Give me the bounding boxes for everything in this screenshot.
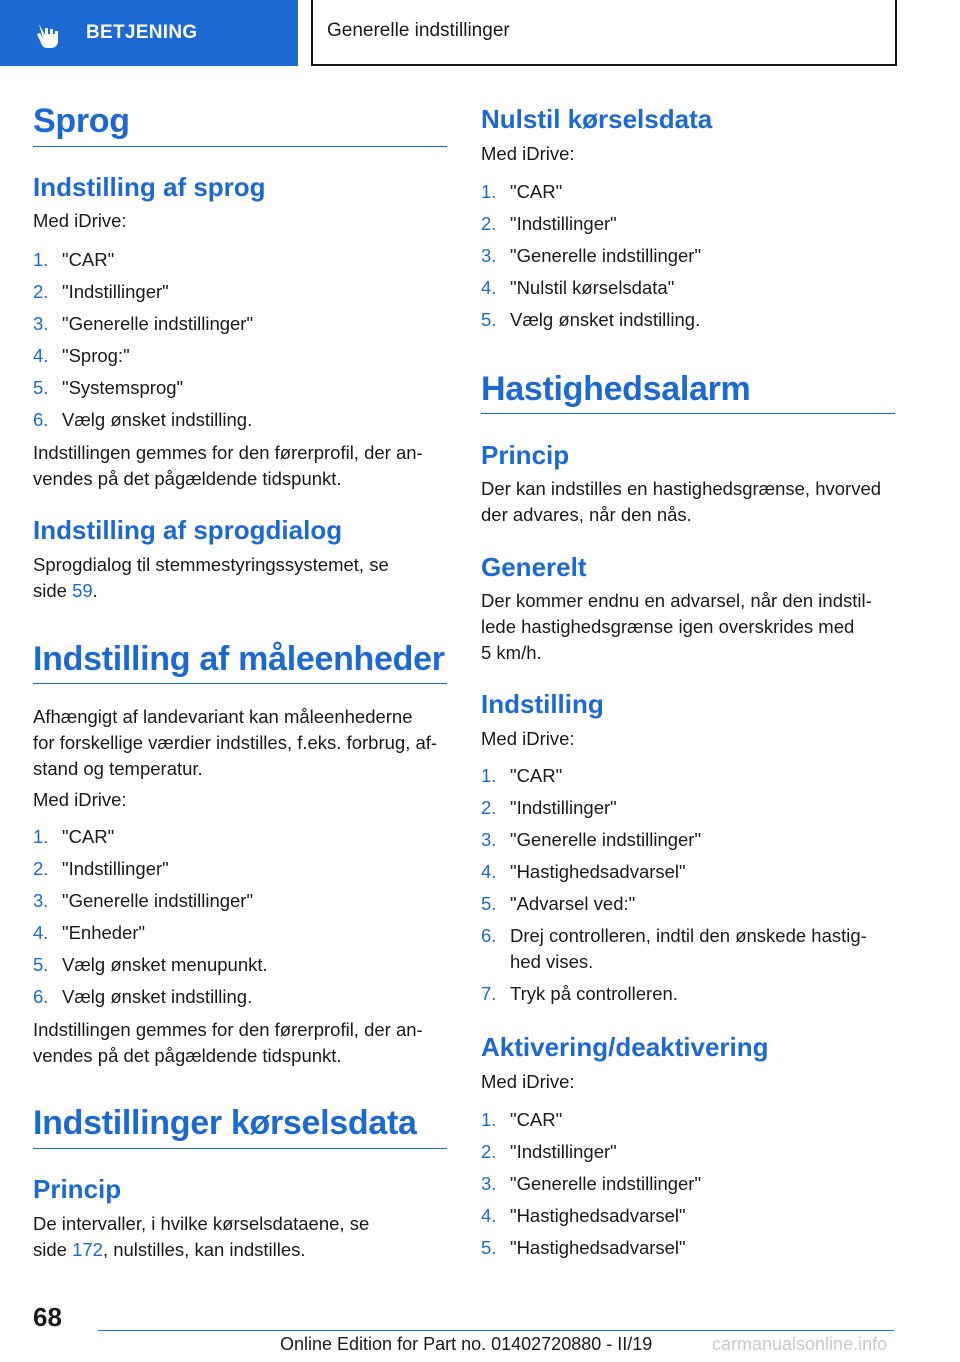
heading-hastighedsalarm: Hastighedsalarm	[481, 370, 751, 408]
list-item: 1. "CAR"	[33, 249, 115, 270]
heading-rule	[481, 413, 895, 414]
heading-sprog: Sprog	[33, 102, 130, 140]
list-item: 6. Vælg ønsket indstilling.	[33, 986, 253, 1007]
list-item: 4. "Hastighedsadvarsel"	[481, 861, 686, 882]
list-item: 6. Vælg ønsket indstilling.	[33, 409, 253, 430]
principle-text: Der kan indstilles en hastighedsgrænse, hvorved der advares, når den nås.	[481, 478, 882, 525]
list-item: 5. Vælg ønsket menupunkt.	[33, 954, 268, 975]
list-item: 3. "Generelle indstillinger"	[481, 829, 702, 850]
intro-text: Med iDrive:	[481, 728, 575, 749]
setting-steps	[481, 763, 895, 1013]
list-item: 1. "CAR"	[481, 181, 563, 202]
heading-koerselsdata: Indstillinger kørselsdata	[33, 1104, 417, 1142]
list-item: 4. "Enheder"	[33, 922, 146, 943]
edition-text: Online Edition for Part no. 01402720880 - II/19	[280, 1334, 653, 1354]
sprog-note: Indstillingen gemmes for den førerprofil, der an- vendes på det pågældende tidspunkt.	[33, 442, 423, 489]
reset-steps	[481, 179, 895, 339]
heading-rule	[33, 683, 447, 684]
subheading-princip: Princip	[481, 440, 570, 470]
list-item: 1. "CAR"	[481, 1109, 563, 1130]
intro-text: Med iDrive:	[481, 143, 575, 164]
list-item: 2. "Indstillinger"	[33, 858, 169, 879]
list-item: 5. "Hastighedsadvarsel"	[481, 1237, 686, 1258]
watermark-text: carmanualsonline.info	[712, 1334, 888, 1354]
subheading-nulstil: Nulstil kørselsdata	[481, 104, 713, 134]
list-item: 5. Vælg ønsket indstilling.	[481, 309, 701, 330]
list-item: 2. "Indstillinger"	[481, 797, 617, 818]
list-item: 3. "Generelle indstillinger"	[33, 890, 254, 911]
list-item: 2. "Indstillinger"	[33, 281, 169, 302]
list-item: 4. "Nulstil kørselsdata"	[481, 277, 675, 298]
intro-text: Med iDrive:	[33, 789, 127, 810]
list-item: 2. "Indstillinger"	[481, 213, 617, 234]
list-item: 5. "Systemsprog"	[33, 377, 184, 398]
heading-rule	[33, 1148, 447, 1149]
heading-rule	[33, 146, 447, 147]
list-item: 6. Drej controlleren, indtil den ønskede hastig- hed vises.	[481, 925, 867, 972]
hand-pointer-icon	[34, 20, 64, 50]
subheading-indstilling-sprog: Indstilling af sprog	[33, 172, 266, 202]
list-item: 1. "CAR"	[33, 826, 115, 847]
list-item: 3. "Generelle indstillinger"	[481, 1173, 702, 1194]
general-text: Der kommer endnu en advarsel, når den indstil- lede hastighedsgrænse igen overskrides med 5 km/h.	[481, 590, 872, 663]
units-text: Afhængigt af landevariant kan måleenhederne for forskellige værdier indstilles, f.eks. forbrug, af- stand og temperatur.	[33, 706, 438, 779]
units-steps	[33, 824, 447, 1016]
units-note: Indstillingen gemmes for den førerprofil, der an- vendes på det pågældende tidspunkt.	[33, 1019, 423, 1066]
subheading-indstilling: Indstilling	[481, 689, 604, 719]
intro-text: Med iDrive:	[33, 210, 127, 231]
list-item: 4. "Sprog:"	[33, 345, 130, 366]
list-item: 5. "Advarsel ved:"	[481, 893, 636, 914]
section-tab[interactable]	[0, 0, 298, 66]
intro-text: Med iDrive:	[481, 1071, 575, 1092]
subheading-princip: Princip	[33, 1174, 122, 1204]
drive-text: De intervaller, i hvilke kørselsdataene, se side 172, nulstilles, kan indstilles.	[33, 1213, 370, 1260]
page-link-172[interactable]: 172	[72, 1239, 103, 1260]
chapter-tab[interactable]	[311, 0, 897, 66]
list-item: 7. Tryk på controlleren.	[481, 983, 678, 1004]
sprogdialog-text: Sprogdialog til stemmestyringssystemet, se side 59.	[33, 554, 389, 601]
footer-rule	[98, 1330, 894, 1331]
section-label: BETJENING	[86, 22, 198, 43]
subheading-aktivering: Aktivering/deaktivering	[481, 1032, 769, 1062]
subheading-sprogdialog: Indstilling af sprogdialog	[33, 515, 343, 545]
list-item: 3. "Generelle indstillinger"	[33, 313, 254, 334]
page-header	[0, 0, 960, 66]
list-item: 1. "CAR"	[481, 765, 563, 786]
sprog-steps	[33, 247, 447, 439]
page-link-59[interactable]: 59	[72, 580, 93, 601]
list-item: 3. "Generelle indstillinger"	[481, 245, 702, 266]
heading-maaleenheder: Indstilling af måleenheder	[33, 640, 445, 678]
activation-steps	[481, 1107, 895, 1267]
list-item: 4. "Hastighedsadvarsel"	[481, 1205, 686, 1226]
subheading-generelt: Generelt	[481, 552, 587, 582]
list-item: 2. "Indstillinger"	[481, 1141, 617, 1162]
page-number: 68	[33, 1302, 62, 1332]
chapter-label: Generelle indstillinger	[327, 20, 510, 41]
